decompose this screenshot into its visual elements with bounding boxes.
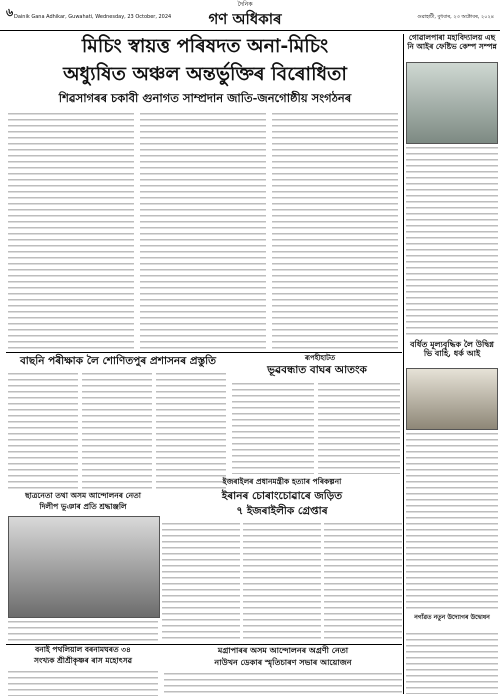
tribute-body <box>8 620 158 642</box>
masthead-title: গণ অধিকাৰ <box>208 10 282 28</box>
lead-headline-2: অধ্যুষিত অঞ্চল অন্তৰ্ভুক্তিৰ বিৰোধিতা <box>63 63 347 85</box>
arrest-body-col-3 <box>324 522 402 642</box>
price-headline: বৰ্ধিত মূল্যবৃদ্ধিক লৈ উদ্বিগ্ন ভি বাহি, ধৰ্ক আই <box>410 339 494 359</box>
tiger-body-col-1 <box>232 382 314 474</box>
column-divider <box>403 34 404 694</box>
tiger-headline-prefix: ৰূপহীহাটত <box>304 353 336 362</box>
masthead <box>185 1 305 27</box>
price-body <box>406 432 498 612</box>
bottom-center-body <box>164 672 402 696</box>
arrest-body-col-2 <box>243 522 321 642</box>
bottom-left-body <box>8 670 158 696</box>
bottom-left-headline-2: সংখ্যক শ্ৰীশ্ৰীকৃষ্ণৰ ৰাস মহোৎসৱ <box>34 656 132 665</box>
arrest-body-col-1 <box>162 522 240 642</box>
right-top-body <box>406 146 498 336</box>
masthead-small: দৈনিক <box>237 1 253 8</box>
right-top-headline: গোৱালপাৰা মহাবিদ্যালয় এছ নি আইৰ ফেষ্টিভ কেম্প সম্পন্ন <box>407 33 497 51</box>
page-number: ৬ <box>6 6 14 19</box>
tribute-headline-2: দিলীপ ভুঞাৰ প্ৰতি শ্ৰদ্ধাঞ্জলি <box>39 502 127 511</box>
lead-body-col-2 <box>140 112 266 350</box>
tiger-headline: ভূৱবন্ধাত বাঘৰ আতংক <box>267 364 367 376</box>
tiger-body-col-2 <box>318 382 400 474</box>
exam-headline: বাছনি পৰীক্ষাক লৈ শোণিতপুৰ প্ৰশাসনৰ প্ৰস্তুতি <box>19 355 217 367</box>
bottom-center-headline-1: মগ্ৰাপাৰৰ অসম আন্দোলনৰ অগ্ৰণী নেতা <box>217 645 349 655</box>
exam-body-col-3 <box>156 372 226 490</box>
bottom-center-headline-2: নাউখন ডেকাৰ স্মৃতিচাৰণ সভাৰ আয়োজন <box>214 657 352 667</box>
statue-photo <box>8 516 160 618</box>
publication-info: Dainik Gana Adhikar, Guwahati, Wednesday, 23 October, 2024 <box>14 14 172 20</box>
arrest-headline-1: ইজৰাইলৰ প্ৰধানমন্ত্ৰীক হত্যাৰ পৰিকল্পনা <box>222 477 342 486</box>
lead-subhead: শিৱসাগৰৰ চকাবী গুনাগত সাম্প্ৰদান জাতি-জনগোষ্ঠীয় সংগঠনৰ <box>58 91 352 105</box>
tribute-headline-1: ছাত্ৰনেতা তথা অসম আন্দোলনৰ নেতা <box>25 491 141 500</box>
exam-body-col-1 <box>8 372 78 490</box>
bottom-right-headline: নগাঁৱত নতুন উদ্যোগৰ উদ্বোধন <box>414 614 490 621</box>
lead-body-col-3 <box>272 112 398 350</box>
bottom-right-body <box>406 632 498 694</box>
ceremony-photo <box>406 62 498 144</box>
date-assamese: গুৱাহাটী, বুধবাৰ, ২৩ অক্টোবৰ, ২০২৪ <box>417 14 494 20</box>
arrest-headline-3: ৭ ইজৰাইলীক গ্ৰেপ্তাৰ <box>236 505 328 517</box>
lead-body-col-1 <box>8 112 134 350</box>
newspaper-header <box>0 0 500 31</box>
lead-headline-1: মিচিং স্বায়ত্ত পৰিষদত অনা-মিচিং <box>81 35 329 57</box>
market-photo <box>406 368 498 430</box>
bottom-left-headline-1: বনাই পথলিয়াল বৰনামঘৰত ৩৪ <box>35 645 131 654</box>
exam-body-col-2 <box>82 372 152 490</box>
lead-divider <box>6 352 402 353</box>
arrest-headline-2: ইৰানৰ চোৰাংচোৱাৰে জড়িত <box>221 490 343 502</box>
